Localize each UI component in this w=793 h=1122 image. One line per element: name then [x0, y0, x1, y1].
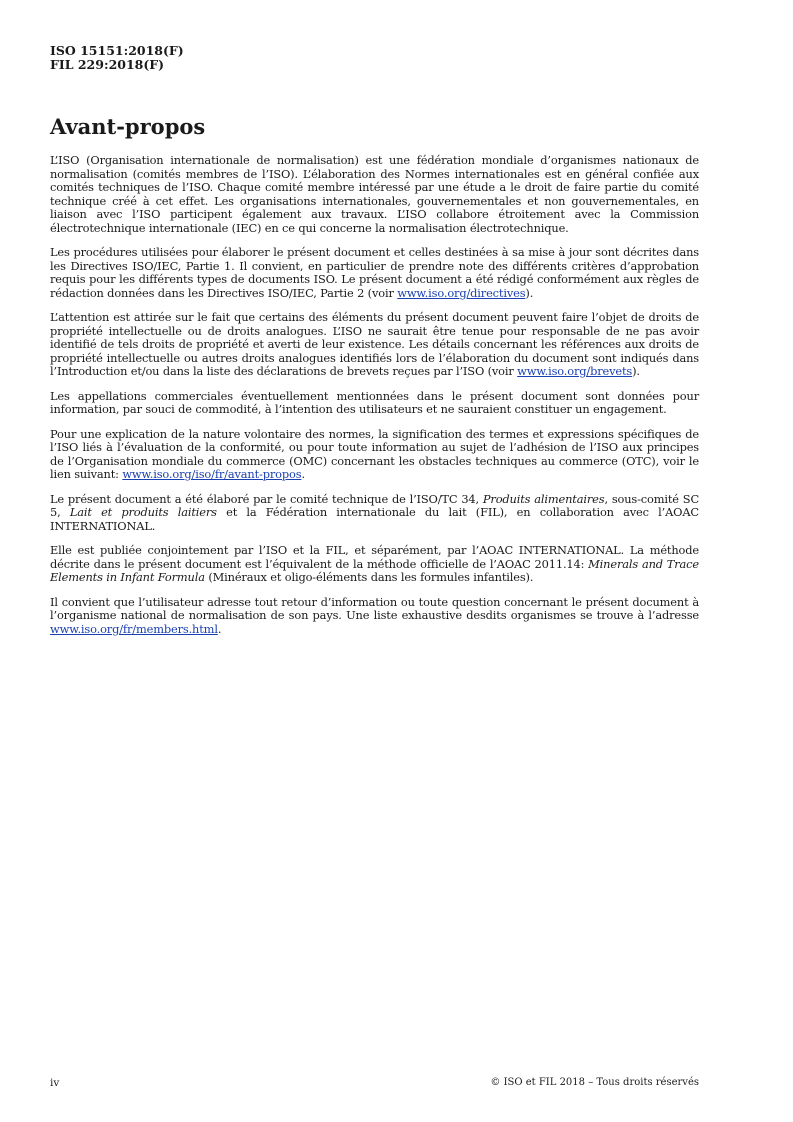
foreword-body	[50, 154, 699, 647]
paragraph-trade-names: Les appellations commerciales éventuellement mentionnées dans le présent document sont données pour information, par souci de commodité, à l’intention des utilisateurs et ne sauraient constituer un engagement.	[50, 388, 699, 416]
members-link[interactable]: www.iso.org/fr/members.html	[50, 621, 218, 636]
paragraph-iso-intro: L’ISO (Organisation internationale de normalisation) est une fédération mondiale d’organismes nationaux de normalisation (comités membres de l’ISO). L’élaboration des Normes internationales est en général confiée aux comités techniques de l’ISO. Chaque comité membre intéressé par une étude a le droit de faire partie du comité technique créé à cet effet. Les organisations internationales, gouvernementales et non gouvernementales, en liaison avec l’ISO participent également aux travaux. L’ISO collabore étroitement avec la Commission électrotechnique internationale (IEC) en ce qui concerne la normalisation électrotechnique.	[50, 153, 699, 235]
paragraph-patents: L’attention est attirée sur le fait que certains des éléments du présent document peuvent faire l’objet de droits de propriété intellectuelle ou de droits analogues. L’ISO ne saurait être tenue pour responsable de ne pas avoir identifié de tels droits de propriété et averti de leur existence. Les détails concernant les références aux droits de propriété intellectuelle ou autres droits analogues identifiés lors de l’élaboration du document sont indiqués dans l’Introduction et/ou dans la liste des déclarations de brevets reçues par l’ISO (voir www.iso.org/brevets).	[50, 310, 699, 378]
iso-reference: ISO 15151:2018(F)	[50, 43, 184, 58]
fil-reference: FIL 229:2018(F)	[50, 57, 165, 72]
subcommittee-name: Lait et produits laitiers	[69, 505, 217, 519]
directives-link[interactable]: www.iso.org/directives	[397, 285, 526, 300]
patents-link[interactable]: www.iso.org/brevets	[517, 364, 633, 378]
paragraph-feedback: Il convient que l’utilisateur adresse tout retour d’information ou toute question concernant le présent document à l’organisme national de normalisation de son pays. Une liste exhaustive desdits organismes se trouve à l’adresse www.iso.org/fr/members.html.	[50, 594, 699, 636]
paragraph-committee: Le présent document a été élaboré par le comité technique de l’ISO/TC 34, Produits alimentaires, sous-comité SC 5, Lait et produits laitiers et la Fédération internationale du lait (FIL), en collaboration avec l’AOAC INTERNATIONAL.	[50, 491, 700, 533]
paragraph-publication: Elle est publiée conjointement par l’ISO et la FIL, et séparément, par l’AOAC INTERNATIONAL. La méthode décrite dans le présent document est l’équivalent de la méthode officielle de l’AOAC 2011.14: Minerals and Trace Elements in Infant Formula (Minéraux et oligo-éléments dans les formules infantiles).	[50, 543, 699, 584]
page-number: iv	[50, 1077, 60, 1089]
committee-name: Produits alimentaires	[482, 491, 605, 506]
document-reference	[50, 44, 184, 72]
copyright-notice: © ISO et FIL 2018 – Tous droits réservés	[490, 1077, 699, 1088]
paragraph-voluntary-nature: Pour une explication de la nature volontaire des normes, la signification des termes et expressions spécifiques de l’ISO liés à l’évaluation de la conformité, ou pour toute information au sujet de l’adhésion de l’ISO aux principes de l’Organisation mondiale du commerce (OMC) concernant les obstacles techniques au commerce (OTC), voir le lien suivant: www.iso.org/iso/fr/avant-propos.	[50, 426, 699, 481]
page-title: Avant-propos	[50, 114, 206, 139]
aoac-method-title: Minerals and Trace Elements in Infant Formula	[50, 556, 699, 584]
foreword-link[interactable]: www.iso.org/iso/fr/avant-propos	[122, 467, 302, 481]
paragraph-procedures: Les procédures utilisées pour élaborer le présent document et celles destinées à sa mise à jour sont décrites dans les Directives ISO/IEC, Partie 1. Il convient, en particulier de prendre note des différents critères d’approbation requis pour les différents types de documents ISO. Le présent document a été rédigé conformément aux règles de rédaction données dans les Directives ISO/IEC, Partie 2 (voir www.iso.org/directives).	[50, 245, 699, 300]
